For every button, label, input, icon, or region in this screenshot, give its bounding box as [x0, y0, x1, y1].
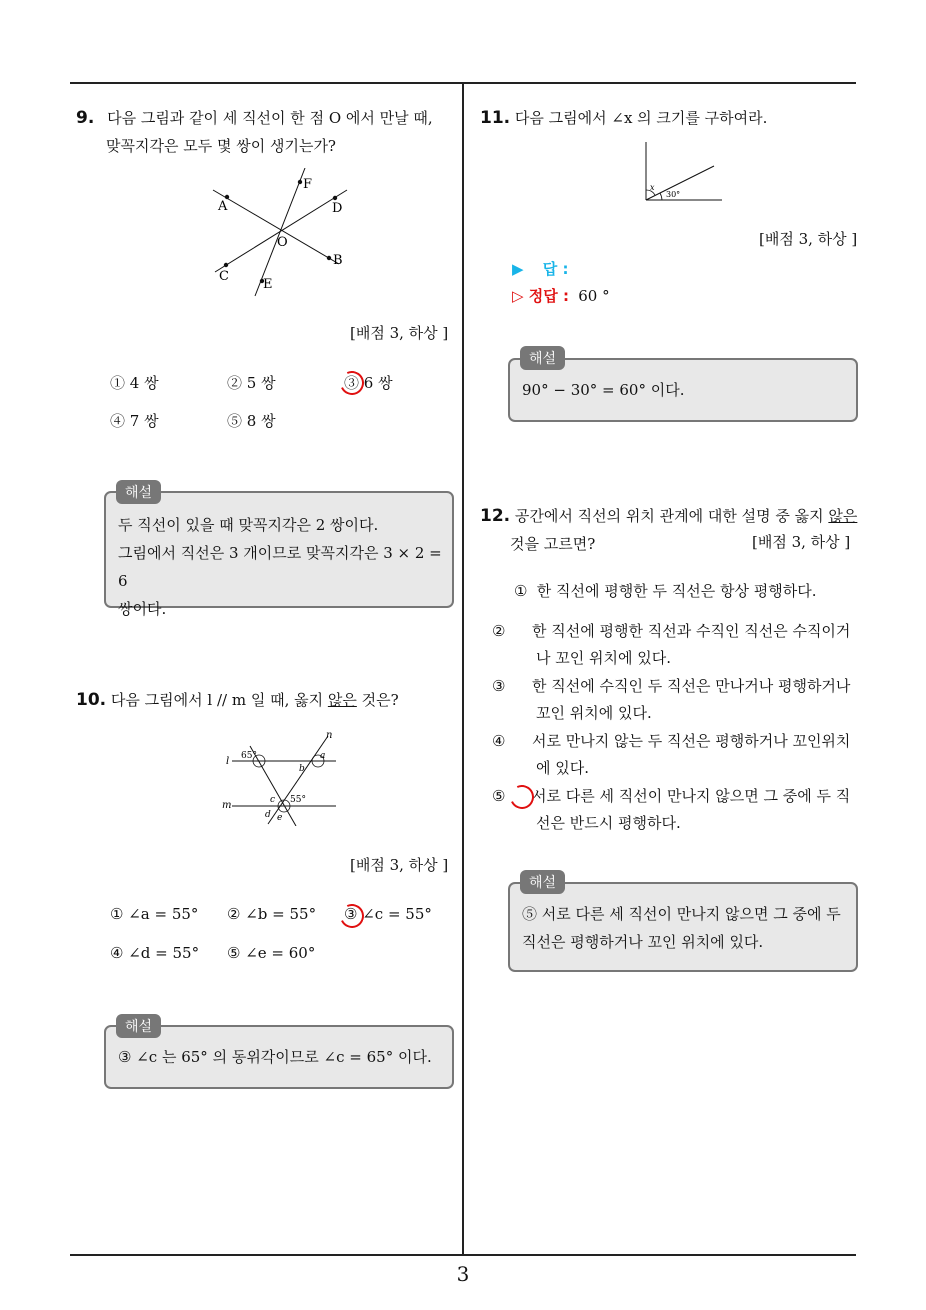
label-b: b	[299, 764, 305, 774]
label-c: c	[270, 795, 276, 805]
q9-explanation-tag: 해설	[116, 480, 161, 504]
q12-choice-3[interactable]: ③ 한 직선에 수직인 두 직선은 만나거나 평행하거나 꼬인 위치에 있다.	[492, 677, 851, 722]
q10-explanation-tag: 해설	[116, 1014, 161, 1038]
label-m: m	[222, 800, 232, 811]
question-12-number: 12.	[480, 506, 511, 526]
q11-correct-answer-line	[512, 285, 610, 306]
page-number: 3	[456, 1262, 470, 1286]
question-12-text: 12. 공간에서 직선의 위치 관계에 대한 설명 중 옳지 않은 것을 고르면?	[480, 506, 858, 553]
question-10-number: 10.	[76, 690, 107, 710]
correct-value: 60 °	[578, 287, 610, 305]
q9-score: [배점 3, 하상 ]	[350, 324, 449, 342]
q10-choice-3[interactable]: ③ ∠c = 55°	[344, 905, 432, 923]
q12-score: [배점 3, 하상 ]	[752, 533, 851, 551]
q10-choice-1[interactable]: ① ∠a = 55°	[110, 905, 199, 923]
q11-explanation-tag: 해설	[520, 346, 565, 370]
q12-choice-5[interactable]: ⑤ 서로 다른 세 직선이 만나지 않으면 그 중에 두 직선은 반드시 평행하다.	[492, 787, 851, 832]
point-c	[224, 263, 228, 267]
q11-answer-line	[512, 258, 569, 279]
label-a: a	[320, 751, 326, 761]
question-11-text: 11. 다음 그림에서 ∠x 의 크기를 구하여라.	[480, 108, 768, 128]
label-c: C	[219, 269, 229, 284]
q9-choice-1[interactable]: ① 4 쌍	[110, 374, 159, 392]
q10-choice-5[interactable]: ⑤ ∠e = 60°	[227, 944, 316, 962]
q10-choice-2[interactable]: ② ∠b = 55°	[227, 905, 317, 923]
correct-marker-icon: ▷	[512, 287, 524, 305]
q9-choice-4[interactable]: ④ 7 쌍	[110, 412, 159, 430]
q10-figure	[218, 728, 346, 826]
label-n: n	[326, 730, 333, 741]
q12-choice-1[interactable]: ① 한 직선에 평행한 두 직선은 항상 평행하다.	[514, 582, 817, 600]
q10-choice-4[interactable]: ④ ∠d = 55°	[110, 944, 200, 962]
q12-choice-4[interactable]: ④ 서로 만나지 않는 두 직선은 평행하거나 꼬인위치에 있다.	[492, 732, 851, 777]
q9-choice-3[interactable]: ③ 6 쌍	[344, 374, 393, 392]
question-9-number: 9.	[76, 108, 95, 128]
point-f	[298, 180, 302, 184]
question-10-text: 10. 다음 그림에서 l // m 일 때, 옳지 않은 것은?	[76, 690, 399, 710]
label-l: l	[226, 756, 230, 767]
point-b	[327, 256, 331, 260]
label-b: B	[333, 253, 343, 268]
q12-explanation-box: ⑤ 서로 다른 세 직선이 만나지 않으면 그 중에 두 직선은 평행하거나 꼬인 위치에 있다.	[508, 882, 858, 972]
q11-score: [배점 3, 하상 ]	[759, 230, 858, 248]
label-65: 65°	[241, 751, 257, 761]
q9-figure	[205, 168, 355, 298]
label-x: x	[650, 183, 655, 192]
q10-explanation-box: ③ ∠c 는 65° 의 동위각이므로 ∠c = 65° 이다.	[104, 1025, 454, 1089]
label-d: d	[265, 810, 271, 820]
point-d	[333, 196, 337, 200]
label-f: F	[303, 177, 313, 192]
label-e: e	[277, 813, 283, 823]
label-e: E	[263, 277, 273, 292]
q11-figure	[640, 140, 726, 206]
label-a: A	[218, 199, 228, 214]
q11-explanation-box: 90° − 30° = 60° 이다.	[508, 358, 858, 422]
q9-choice-5[interactable]: ⑤ 8 쌍	[227, 412, 276, 430]
q10-score: [배점 3, 하상 ]	[350, 856, 449, 874]
label-55: 55°	[290, 795, 306, 805]
q12-choice-2[interactable]: ② 한 직선에 평행한 직선과 수직인 직선은 수직이거나 꼬인 위치에 있다.	[492, 622, 851, 667]
answer-label: 답 :	[542, 260, 569, 278]
label-o: O	[277, 235, 288, 250]
bottom-rule	[70, 1254, 856, 1256]
question-11-number: 11.	[480, 108, 511, 128]
answer-marker-icon: ▶	[512, 260, 524, 278]
correct-label: 정답 :	[528, 287, 569, 305]
label-d: D	[332, 201, 343, 216]
q12-explanation-tag: 해설	[520, 870, 565, 894]
question-9-text: 9. 다음 그림과 같이 세 직선이 한 점 O 에서 만날 때, 맞꼭지각은 모두 몇 쌍이 생기는가?	[76, 108, 433, 155]
label-30: 30°	[666, 190, 681, 199]
q9-choice-2[interactable]: ② 5 쌍	[227, 374, 276, 392]
column-divider	[462, 84, 464, 1254]
q9-explanation-box: 두 직선이 있을 때 맞꼭지각은 2 쌍이다. 그림에서 직선은 3 개이므로 맞꼭지각은 3 × 2 = 6 쌍이다.	[104, 491, 454, 608]
